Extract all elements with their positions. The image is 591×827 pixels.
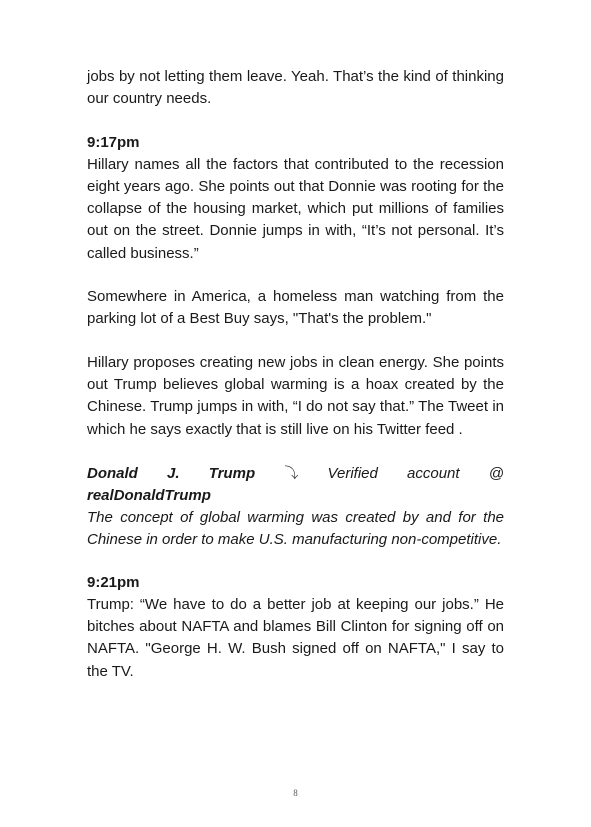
continuation-paragraph: jobs by not letting them leave. Yeah. That’s the kind of thinking our country needs. bbox=[87, 68, 504, 108]
tweet-author-name: Donald J. Trump bbox=[87, 464, 256, 482]
timestamp-heading: 9:17pm bbox=[87, 133, 140, 151]
spacer bbox=[87, 441, 504, 462]
body-paragraph: Hillary proposes creating new jobs in clean energy. She points out Trump believes global warming is a hoax created by the Chinese. Trump jumps in with, “I do not say that.” The Tweet in which he says exactly that is still live on his Twitter feed . bbox=[87, 353, 504, 438]
tweet-author-line bbox=[87, 462, 504, 485]
spacer bbox=[87, 331, 504, 352]
tweet-handle: realDonaldTrump bbox=[87, 486, 211, 504]
body-paragraph: Somewhere in America, a homeless man watching from the parking lot of a Best Buy says, "That's the problem." bbox=[87, 288, 504, 328]
document-page bbox=[87, 66, 504, 683]
tweet-text: The concept of global warming was created by and for the Chinese in order to make U.S. manufacturing non-competitive. bbox=[87, 508, 504, 548]
timestamp-heading: 9:21pm bbox=[87, 573, 140, 591]
spacer bbox=[87, 265, 504, 286]
at-sign: @ bbox=[488, 464, 505, 482]
body-paragraph: Trump: “We have to do a better job at keeping our jobs.” He bitches about NAFTA and blames Bill Clinton for signing off on NAFTA. "George H. W. Bush signed off on NAFTA," I say to the TV. bbox=[87, 595, 504, 680]
verified-label: Verified account bbox=[327, 464, 460, 482]
quoted-tweet bbox=[87, 462, 504, 551]
spacer bbox=[87, 111, 504, 132]
verified-badge-icon: ⤵ bbox=[284, 464, 299, 481]
page-number: 8 bbox=[293, 788, 298, 798]
spacer bbox=[87, 551, 504, 572]
body-paragraph: Hillary names all the factors that contributed to the recession eight years ago. She points out that Donnie was rooting for the collapse of the housing market, which put millions of families out on the street. Donnie jumps in with, “It’s not personal. It’s called business.” bbox=[87, 155, 504, 262]
